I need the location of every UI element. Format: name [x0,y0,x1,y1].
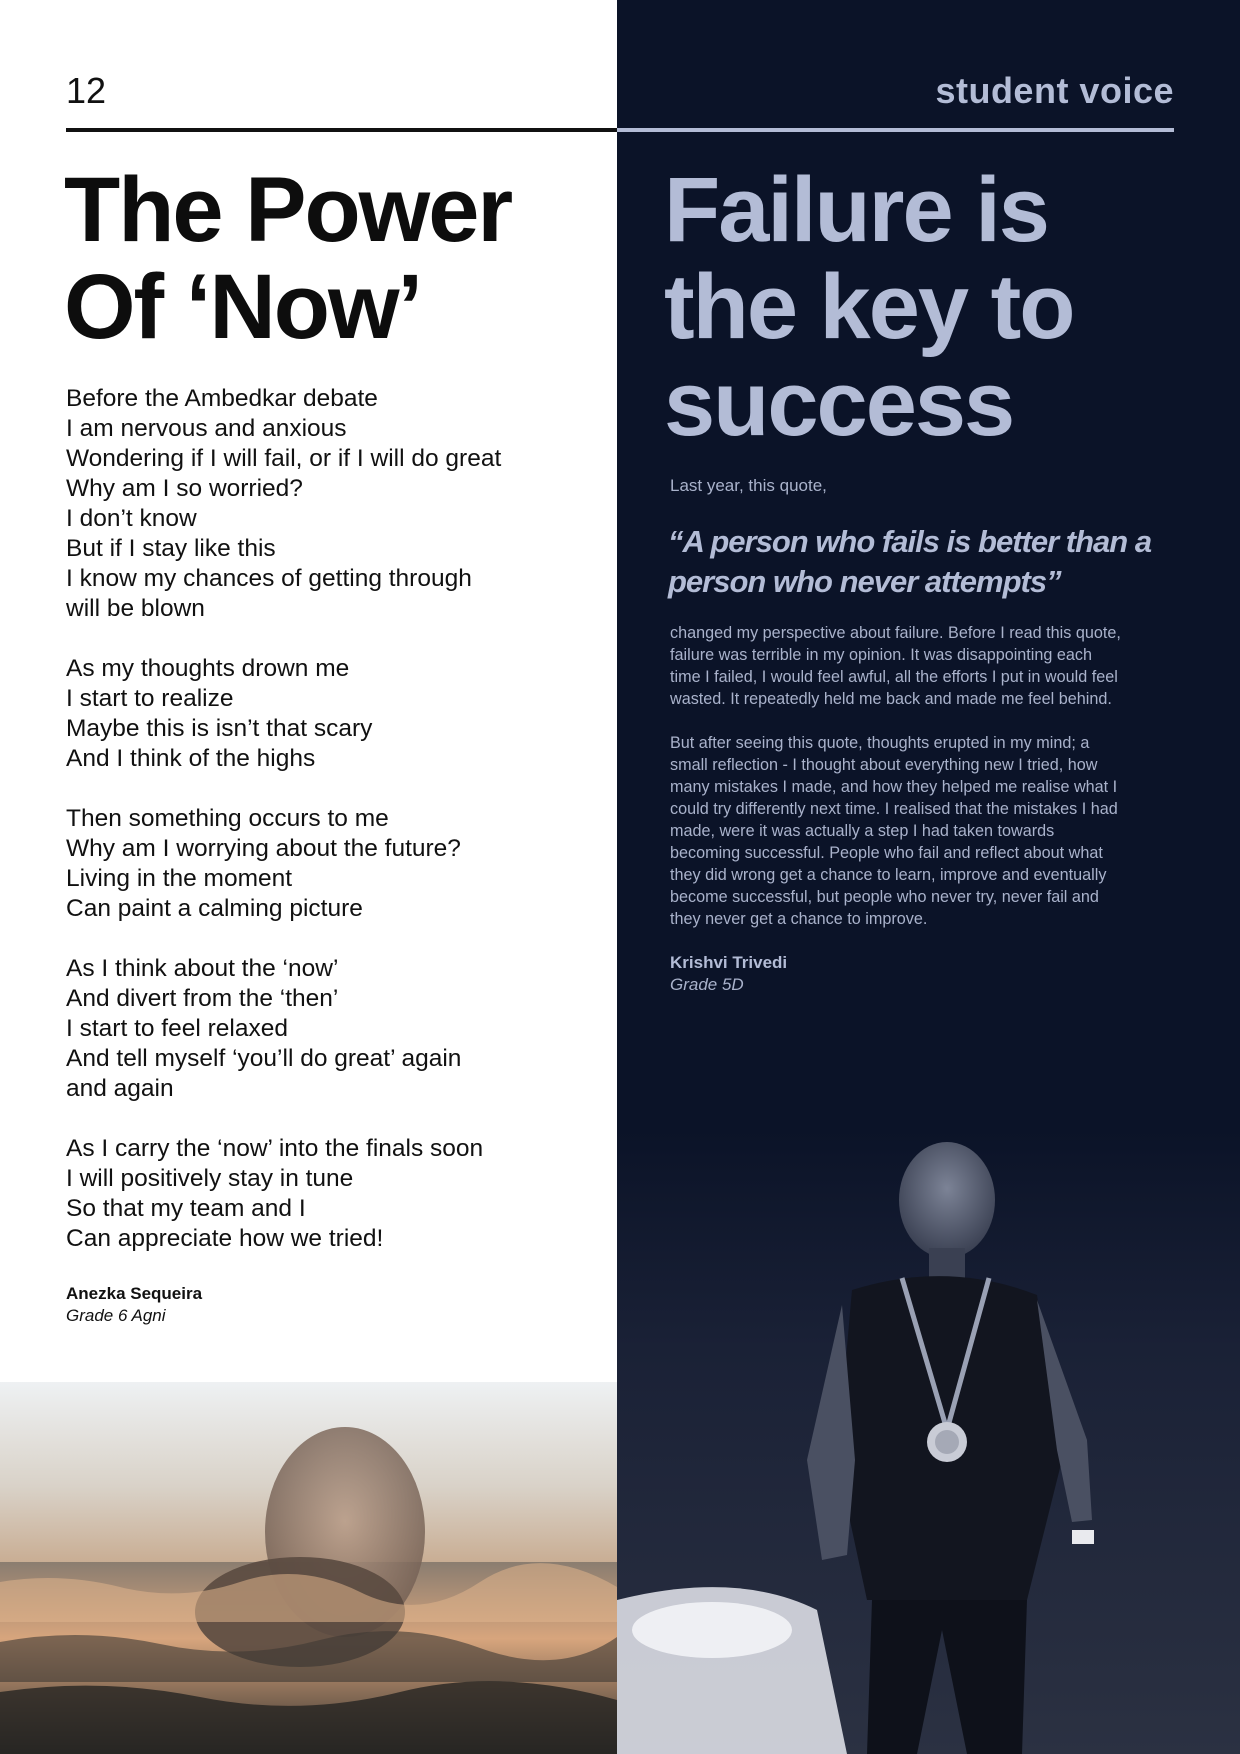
page-number: 12 [66,70,107,111]
poem-line: And divert from the ‘then’ [66,985,339,1012]
author-grade: Grade 5D [670,975,744,994]
poem-stanza [66,954,606,1104]
body-line: But after seeing this quote, thoughts erupted in my mind; a [670,734,1090,752]
body-line: failure was terrible in my opinion. It was disappointing each [670,646,1092,664]
section-label: student voice [935,70,1174,111]
poem-line: Can paint a calming picture [66,895,363,922]
poem-line: As my thoughts drown me [66,655,350,682]
poem-line: So that my team and I [66,1195,306,1222]
poem-line: And tell myself ‘you’ll do great’ again [66,1045,462,1072]
body-line: small reflection - I thought about everything new I tried, how [670,756,1098,774]
header-rule-left [66,128,617,132]
poem-stanza [66,654,606,774]
body-line: they did wrong get a chance to learn, improve and eventually [670,866,1107,884]
poem-line: I don’t know [66,505,197,532]
poem-stanza [66,384,606,624]
pull-quote-line: person who never attempts” [668,564,1061,599]
swimmer-illustration [0,1382,617,1754]
poem-line: I am nervous and anxious [66,415,347,442]
body-line: time I failed, I would feel awful, all the efforts I put in would feel [670,668,1118,686]
pull-quote [668,522,1188,602]
poem-line: Can appreciate how we tried! [66,1225,384,1252]
author-name: Krishvi Trivedi [670,953,788,972]
article-title-line: Failure is [664,159,1048,261]
article-intro: Last year, this quote, [670,476,827,495]
article-paragraph [670,622,1175,710]
footballer-illustration [617,1130,1240,1754]
author-grade: Grade 6 Agni [66,1306,166,1325]
article-paragraph [670,732,1175,930]
poem-line: Why am I so worried? [66,475,303,502]
poem-line: As I carry the ‘now’ into the finals soon [66,1135,484,1162]
poem-line: Wondering if I will fail, or if I will do great [66,445,502,472]
body-line: many mistakes I made, and how they helped me realise what I [670,778,1118,796]
poem-line: and again [66,1075,174,1102]
poem-line: Maybe this is isn’t that scary [66,715,373,742]
poem-line: As I think about the ‘now’ [66,955,339,982]
body-line: they never get a chance to improve. [670,910,928,928]
poem-line: And I think of the highs [66,745,316,772]
poem-line: I start to feel relaxed [66,1015,288,1042]
poem-line: I will positively stay in tune [66,1165,354,1192]
poem-title-line: The Power [64,159,512,261]
body-line: made, were it was actually a step I had taken towards [670,822,1055,840]
poem-title-line: Of ‘Now’ [64,256,422,358]
body-line: could try differently next time. I realised that the mistakes I had [670,800,1118,818]
poem-line: But if I stay like this [66,535,276,562]
author-name: Anezka Sequeira [66,1284,203,1303]
pull-quote-line: “A person who fails is better than a [668,524,1152,559]
poem-line: Living in the moment [66,865,293,892]
header-rule-right [617,128,1174,132]
body-line: becoming successful. People who fail and reflect about what [670,844,1103,862]
poem-line: Before the Ambedkar debate [66,385,378,412]
article-body [670,622,1175,952]
poem-author-block [66,1283,202,1327]
poem-line: Then something occurs to me [66,805,389,832]
poem-body [66,384,606,1284]
poem-line: will be blown [66,595,205,622]
article-title-line: the key to [664,256,1074,358]
poem-title [64,159,604,358]
article-author-block [670,952,787,996]
footballer-photo [617,1130,1240,1754]
body-line: wasted. It repeatedly held me back and made me feel behind. [670,690,1112,708]
article-title-line: success [664,353,1014,455]
body-line: become successful, but people who never try, never fail and [670,888,1099,906]
body-line: changed my perspective about failure. Before I read this quote, [670,624,1121,642]
poem-line: Why am I worrying about the future? [66,835,461,862]
poem-stanza [66,1134,606,1254]
poem-stanza [66,804,606,924]
article-title [664,159,1184,455]
swimmer-photo [0,1382,617,1754]
poem-line: I start to realize [66,685,234,712]
poem-line: I know my chances of getting through [66,565,472,592]
